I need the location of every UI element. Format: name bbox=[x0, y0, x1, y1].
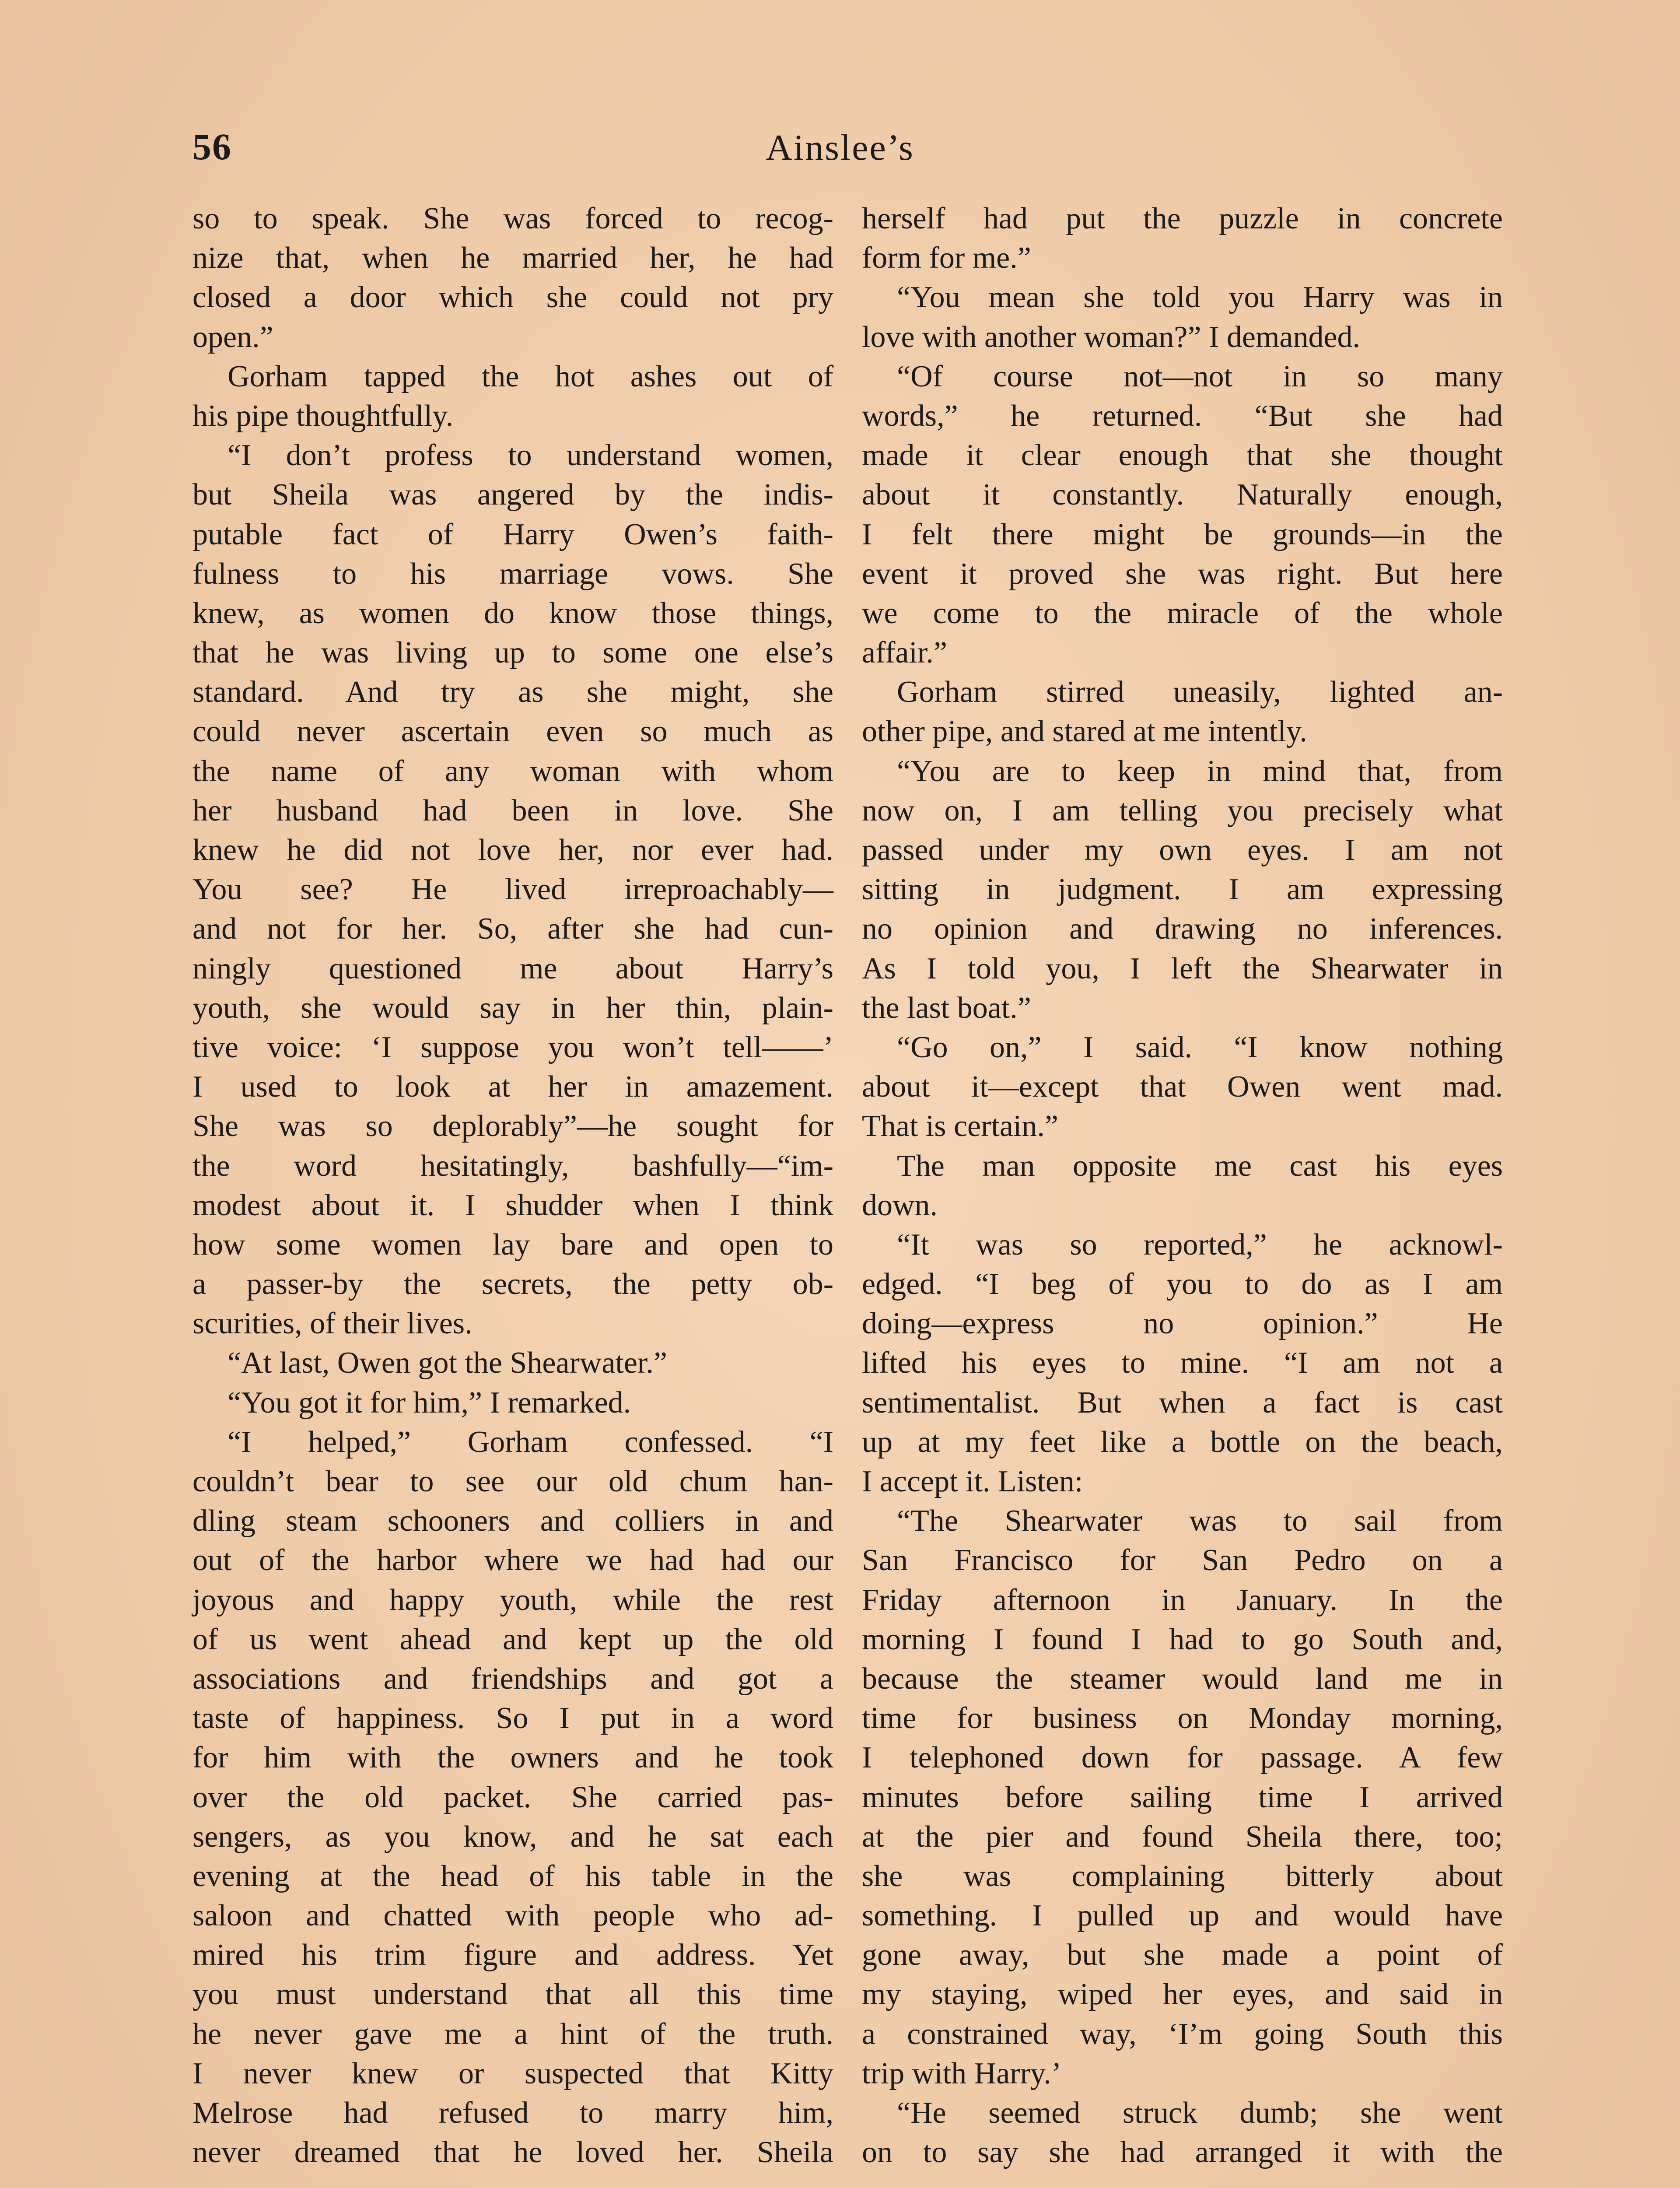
text-line: sitting in judgment. I am expressing bbox=[862, 873, 1503, 907]
text-line: words,” he returned. “But she had bbox=[862, 399, 1503, 433]
text-line: that he was living up to some one else’s bbox=[192, 636, 833, 670]
text-line: over the old packet. She carried pas- bbox=[192, 1780, 833, 1814]
text-line: sentimentalist. But when a fact is cast bbox=[862, 1385, 1503, 1420]
text-line: he never gave me a hint of the truth. bbox=[192, 2017, 833, 2051]
text-line: Gorham stirred uneasily, lighted an- bbox=[897, 675, 1503, 709]
text-line: up at my feet like a bottle on the beach, bbox=[862, 1425, 1503, 1459]
text-line: “At last, Owen got the Shearwater.” bbox=[228, 1346, 667, 1380]
text-line: saloon and chatted with people who ad- bbox=[192, 1899, 833, 1933]
text-line: “You mean she told you Harry was in bbox=[897, 281, 1503, 315]
text-line: “The Shearwater was to sail from bbox=[897, 1504, 1503, 1538]
text-line: knew he did not love her, nor ever had. bbox=[192, 833, 833, 867]
text-line: about it constantly. Naturally enough, bbox=[862, 478, 1503, 512]
text-line: on to say she had arranged it with the bbox=[862, 2135, 1503, 2170]
text-line: tive voice: ‘I suppose you won’t tell——’ bbox=[192, 1030, 833, 1064]
text-line: That is certain.” bbox=[862, 1109, 1058, 1143]
text-line: “You are to keep in mind that, from bbox=[897, 754, 1503, 788]
text-line: could never ascertain even so much as bbox=[192, 715, 833, 749]
text-line: no opinion and drawing no inferences. bbox=[862, 912, 1503, 946]
text-line: “It was so reported,” he acknowl- bbox=[897, 1227, 1503, 1262]
text-line: the word hesitatingly, bashfully—“im- bbox=[192, 1149, 833, 1183]
text-line: my staying, wiped her eyes, and said in bbox=[862, 1978, 1503, 2012]
text-line: sengers, as you know, and he sat each bbox=[192, 1820, 833, 1854]
text-line: morning I found I had to go South and, bbox=[862, 1622, 1503, 1656]
page-header bbox=[192, 125, 1488, 177]
text-line: because the steamer would land me in bbox=[862, 1662, 1503, 1696]
text-line: I used to look at her in amazement. bbox=[192, 1070, 833, 1104]
text-line: she was complaining bitterly about bbox=[862, 1859, 1503, 1893]
text-line: “I don’t profess to understand women, bbox=[228, 438, 833, 473]
text-line: made it clear enough that she thought bbox=[862, 438, 1503, 473]
text-line: scurities, of their lives. bbox=[192, 1307, 472, 1341]
text-line: affair.” bbox=[862, 636, 947, 670]
running-head: Ainslee’s bbox=[766, 127, 914, 168]
text-line: his pipe thoughtfully. bbox=[192, 399, 454, 433]
text-line: evening at the head of his table in the bbox=[192, 1859, 833, 1893]
text-line: modest about it. I shudder when I think bbox=[192, 1188, 833, 1222]
text-line: The man opposite me cast his eyes bbox=[897, 1149, 1503, 1183]
page-number: 56 bbox=[192, 126, 232, 168]
left-text-column bbox=[192, 199, 833, 2172]
text-line: nize that, when he married her, he had bbox=[192, 241, 833, 275]
text-line: I never knew or suspected that Kitty bbox=[192, 2056, 833, 2090]
text-line: knew, as women do know those things, bbox=[192, 596, 833, 630]
text-line: fulness to his marriage vows. She bbox=[192, 557, 833, 591]
text-line: we come to the miracle of the whole bbox=[862, 596, 1503, 630]
text-line: “He seemed struck dumb; she went bbox=[897, 2096, 1503, 2130]
text-line: love with another woman?” I demanded. bbox=[862, 320, 1361, 354]
text-line: I telephoned down for passage. A few bbox=[862, 1741, 1503, 1775]
text-line: but Sheila was angered by the indis- bbox=[192, 478, 833, 512]
text-line: taste of happiness. So I put in a word bbox=[192, 1701, 833, 1736]
text-line: about it—except that Owen went mad. bbox=[862, 1070, 1503, 1104]
text-line: couldn’t bear to see our old chum han- bbox=[192, 1465, 833, 1498]
text-line: of us went ahead and kept up the old bbox=[192, 1622, 833, 1656]
text-line: form for me.” bbox=[862, 241, 1031, 275]
text-line: the name of any woman with whom bbox=[192, 754, 833, 788]
text-line: standard. And try as she might, she bbox=[192, 675, 833, 709]
text-line: trip with Harry.’ bbox=[862, 2056, 1062, 2090]
text-line: Melrose had refused to marry him, bbox=[192, 2096, 833, 2130]
text-line: Friday afternoon in January. In the bbox=[862, 1583, 1503, 1617]
text-line: time for business on Monday morning, bbox=[862, 1701, 1503, 1736]
text-line: ningly questioned me about Harry’s bbox=[192, 951, 833, 985]
text-line: a passer-by the secrets, the petty ob- bbox=[192, 1267, 833, 1301]
right-text-column bbox=[862, 199, 1503, 2172]
text-line: never dreamed that he loved her. Sheila bbox=[192, 2135, 833, 2170]
text-line: “Go on,” I said. “I know nothing bbox=[897, 1030, 1503, 1064]
text-line: and not for her. So, after she had cun- bbox=[192, 912, 833, 946]
text-line: event it proved she was right. But here bbox=[862, 557, 1503, 591]
text-line: herself had put the puzzle in concrete bbox=[862, 202, 1503, 235]
text-line: you must understand that all this time bbox=[192, 1978, 833, 2012]
text-line: doing—express no opinion.” He bbox=[862, 1307, 1503, 1341]
text-line: “I helped,” Gorham confessed. “I bbox=[228, 1425, 833, 1459]
text-line: putable fact of Harry Owen’s faith- bbox=[192, 517, 833, 551]
text-line: so to speak. She was forced to recog- bbox=[192, 202, 833, 235]
text-line: associations and friendships and got a bbox=[192, 1662, 833, 1696]
text-line: As I told you, I left the Shearwater in bbox=[862, 951, 1503, 985]
text-line: gone away, but she made a point of bbox=[862, 1938, 1503, 1972]
text-line: minutes before sailing time I arrived bbox=[862, 1780, 1503, 1814]
text-line: down. bbox=[862, 1188, 938, 1222]
text-line: at the pier and found Sheila there, too; bbox=[862, 1820, 1503, 1854]
text-line: Gorham tapped the hot ashes out of bbox=[228, 359, 833, 393]
text-line: open.” bbox=[192, 320, 273, 354]
text-line: “You got it for him,” I remarked. bbox=[228, 1385, 631, 1420]
text-line: her husband had been in love. She bbox=[192, 793, 833, 828]
text-line: passed under my own eyes. I am not bbox=[862, 833, 1503, 867]
text-line: closed a door which she could not pry bbox=[192, 281, 833, 315]
text-line: how some women lay bare and open to bbox=[192, 1227, 833, 1262]
text-line: I accept it. Listen: bbox=[862, 1465, 1083, 1498]
text-line: out of the harbor where we had had our bbox=[192, 1543, 833, 1578]
text-line: now on, I am telling you precisely what bbox=[862, 793, 1503, 828]
text-line: edged. “I beg of you to do as I am bbox=[862, 1267, 1503, 1301]
text-line: youth, she would say in her thin, plain- bbox=[192, 991, 833, 1025]
text-line: She was so deplorably”—he sought for bbox=[192, 1109, 833, 1143]
text-line: a constrained way, ‘I’m going South this bbox=[862, 2017, 1503, 2051]
text-line: other pipe, and stared at me intently. bbox=[862, 715, 1307, 749]
text-line: San Francisco for San Pedro on a bbox=[862, 1543, 1503, 1578]
text-line: I felt there might be grounds—in the bbox=[862, 517, 1503, 551]
text-line: joyous and happy youth, while the rest bbox=[192, 1583, 833, 1617]
text-line: something. I pulled up and would have bbox=[862, 1899, 1503, 1933]
text-line: dling steam schooners and colliers in and bbox=[192, 1504, 833, 1538]
text-line: You see? He lived irreproachably— bbox=[192, 873, 833, 907]
text-line: mired his trim figure and address. Yet bbox=[192, 1938, 833, 1972]
text-line: lifted his eyes to mine. “I am not a bbox=[862, 1346, 1503, 1380]
text-line: for him with the owners and he took bbox=[192, 1741, 833, 1775]
text-line: the last boat.” bbox=[862, 991, 1031, 1025]
text-line: “Of course not—not in so many bbox=[897, 359, 1503, 393]
